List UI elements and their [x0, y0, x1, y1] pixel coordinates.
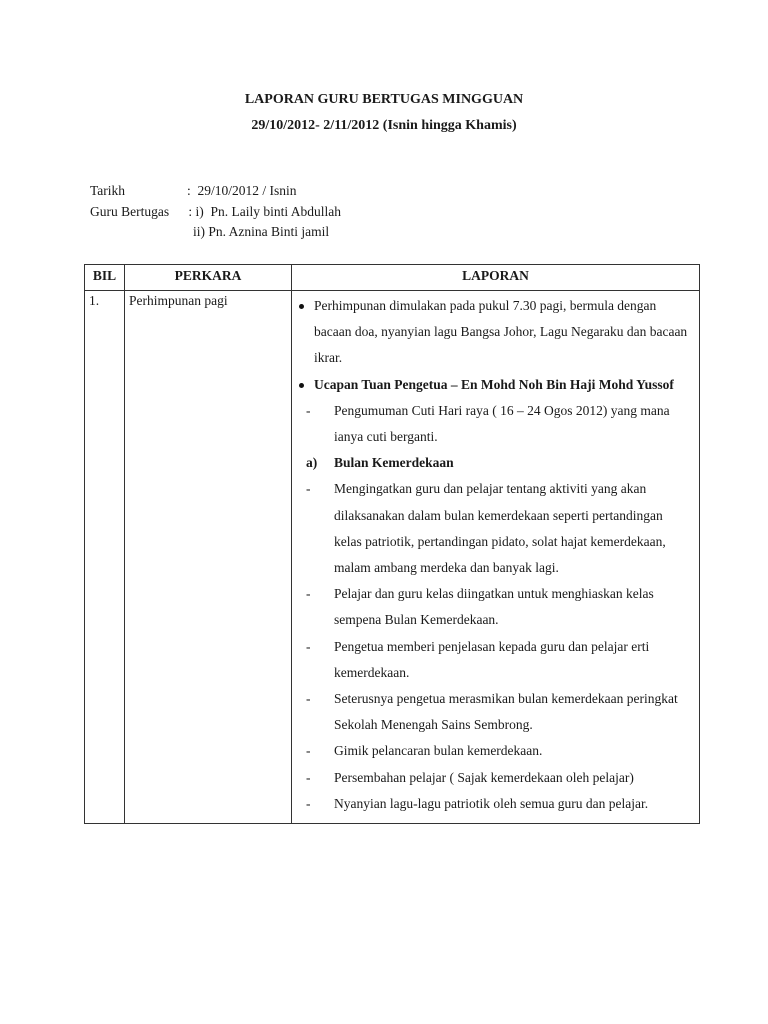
- list-item: [298, 791, 693, 817]
- dash-icon: -: [306, 638, 311, 654]
- guru-bertugas-1: : i) Pn. Laily binti Abdullah: [185, 204, 341, 219]
- header-laporan: LAPORAN: [292, 265, 700, 291]
- dash-item-pengumuman: [298, 398, 693, 450]
- tarikh-label: Tarikh: [90, 183, 126, 198]
- report-title: LAPORAN GURU BERTUGAS MINGGUAN: [244, 92, 524, 107]
- header-bil: BIL: [85, 265, 125, 291]
- kemerdekaan-list: [298, 476, 693, 817]
- tarikh-value: : 29/10/2012 / Isnin: [187, 183, 297, 198]
- row-laporan: [292, 291, 700, 824]
- list-item: [298, 765, 693, 791]
- guru-bertugas-2: ii) Pn. Aznina Binti jamil: [193, 224, 330, 239]
- list-item-text: Pengetua memberi penjelasan kepada guru dan pelajar erti kemerdekaan.: [334, 638, 650, 680]
- laporan-bullet-1: [298, 293, 693, 372]
- list-item-text: Gimik pelancaran bulan kemerdekaan.: [334, 743, 543, 759]
- subhead-bulan-kemerdekaan: [298, 450, 693, 476]
- list-item: [298, 686, 693, 738]
- subhead-text: Bulan Kemerdekaan: [334, 455, 454, 471]
- list-item-text: Persembahan pelajar ( Sajak kemerdekaan oleh pelajar): [334, 769, 634, 785]
- dash-icon: -: [306, 481, 311, 497]
- row-bil: 1.: [85, 291, 125, 824]
- guru-bertugas-label: Guru Bertugas: [90, 204, 170, 219]
- row-perkara: Perhimpunan pagi: [125, 291, 292, 824]
- dash-icon: -: [306, 769, 311, 785]
- dash-icon: -: [306, 795, 311, 811]
- list-item: [298, 634, 693, 686]
- subhead-mark: a): [306, 455, 318, 471]
- bullet-2-text: Ucapan Tuan Pengetua – En Mohd Noh Bin Haji Mohd Yussof: [314, 376, 674, 392]
- dash-icon: -: [306, 743, 311, 759]
- laporan-list: [298, 293, 693, 817]
- dash-icon: -: [306, 402, 311, 418]
- dash-icon: -: [306, 691, 311, 707]
- bullet-icon: [299, 304, 304, 309]
- dash-item-text: Pengumuman Cuti Hari raya ( 16 – 24 Ogos 2012) yang mana ianya cuti berganti.: [334, 402, 670, 445]
- list-item: [298, 581, 693, 633]
- list-item: [298, 476, 693, 581]
- list-item: [298, 738, 693, 764]
- table-header-row: [85, 265, 700, 291]
- table-row: [85, 291, 700, 824]
- header-perkara: PERKARA: [125, 265, 292, 291]
- report-date-range: 29/10/2012- 2/11/2012 (Isnin hingga Khamis): [251, 118, 517, 133]
- list-item-text: Pelajar dan guru kelas diingatkan untuk menghiaskan kelas sempena Bulan Kemerdekaan.: [334, 586, 654, 628]
- bullet-icon: [299, 383, 304, 388]
- list-item-text: Nyanyian lagu-lagu patriotik oleh semua guru dan pelajar.: [334, 795, 649, 811]
- report-table: [84, 264, 700, 824]
- dash-icon: -: [306, 586, 311, 602]
- list-item-text: Seterusnya pengetua merasmikan bulan kemerdekaan peringkat Sekolah Menengah Sains Sembrong.: [334, 691, 678, 733]
- laporan-bullet-2: [298, 372, 693, 817]
- bullet-1-text: Perhimpunan dimulakan pada pukul 7.30 pagi, bermula dengan bacaan doa, nyanyian lagu Bangsa Johor, Lagu Negaraku dan bacaan ikrar.: [314, 298, 688, 366]
- list-item-text: Mengingatkan guru dan pelajar tentang aktiviti yang akan dilaksanakan dalam bulan kemerdekaan seperti pertandingan kelas patriotik, pertandingan pidato, solat hajat kemerdekaan, malam ambang merdeka dan banyak lagi.: [334, 481, 666, 576]
